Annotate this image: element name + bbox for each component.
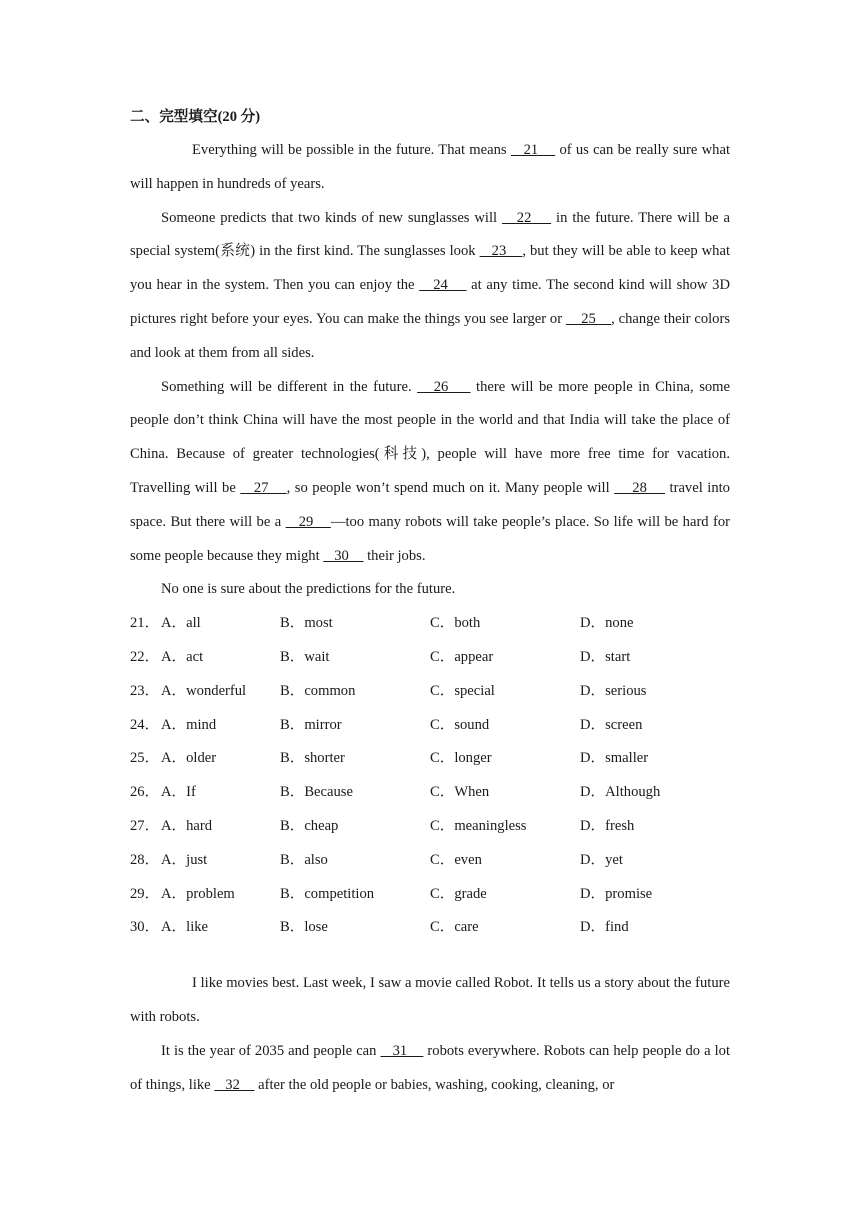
blank-26[interactable]: 26 <box>417 378 471 395</box>
passage2-paragraph-1: I like movies best. Last week, I saw a movie called Robot. It tells us a story about the future with robots. <box>130 975 730 1025</box>
option-c[interactable]: C．grade <box>430 885 487 902</box>
passage1-paragraph-1: Everything will be possible in the future. That means 21 of us can be really sure what will happen in hundreds of years. <box>130 142 730 192</box>
options-list <box>130 607 730 945</box>
section-title: 二、完型填空(20 分) <box>130 109 261 125</box>
question-number: 22． <box>130 648 160 665</box>
question-row-29 <box>130 878 730 912</box>
option-a[interactable]: A．hard <box>161 817 213 834</box>
option-d[interactable]: D．serious <box>580 682 647 699</box>
blank-24[interactable]: 24 <box>419 277 467 294</box>
option-a[interactable]: A．just <box>161 851 208 868</box>
question-row-21 <box>130 607 730 641</box>
option-b[interactable]: B．mirror <box>280 716 342 733</box>
option-c[interactable]: C．longer <box>430 750 492 767</box>
blank-32[interactable]: 32 <box>214 1076 255 1093</box>
blank-28[interactable]: 28 <box>614 479 665 496</box>
question-number: 28． <box>130 851 160 868</box>
question-row-22 <box>130 641 730 675</box>
question-row-26 <box>130 776 730 810</box>
option-b[interactable]: B．shorter <box>280 750 345 767</box>
document-page <box>130 100 730 1102</box>
option-d[interactable]: D．start <box>580 648 631 665</box>
question-number: 27． <box>130 817 160 834</box>
option-d[interactable]: D．promise <box>580 885 653 902</box>
question-row-23 <box>130 675 730 709</box>
option-c[interactable]: C．meaningless <box>430 817 527 834</box>
option-b[interactable]: B．most <box>280 615 333 632</box>
question-row-25 <box>130 742 730 776</box>
option-d[interactable]: D．yet <box>580 851 623 868</box>
question-row-28 <box>130 844 730 878</box>
option-c[interactable]: C．even <box>430 851 482 868</box>
option-d[interactable]: D．screen <box>580 716 643 733</box>
option-a[interactable]: A．If <box>161 784 196 801</box>
question-number: 21． <box>130 615 160 632</box>
option-c[interactable]: C．appear <box>430 648 494 665</box>
blank-30[interactable]: 30 <box>323 547 364 564</box>
option-c[interactable]: C．care <box>430 919 479 936</box>
passage2-paragraph-2: It is the year of 2035 and people can 31 robots everywhere. Robots can help people do a lot of things, like 32 after the old people or babies, washing, cooking, cleaning, or <box>130 1042 731 1093</box>
option-c[interactable]: C．both <box>430 615 481 632</box>
option-a[interactable]: A．older <box>161 750 217 767</box>
section-gap <box>130 945 730 967</box>
question-row-27 <box>130 810 730 844</box>
option-a[interactable]: A．mind <box>161 716 217 733</box>
option-c[interactable]: C．special <box>430 682 495 699</box>
blank-22[interactable]: 22 <box>502 209 552 226</box>
blank-25[interactable]: 25 <box>565 310 612 327</box>
option-a[interactable]: A．act <box>161 648 204 665</box>
option-b[interactable]: B．Because <box>280 784 353 801</box>
question-number: 26． <box>130 784 160 801</box>
blank-31[interactable]: 31 <box>380 1042 424 1059</box>
option-a[interactable]: A．problem <box>161 885 235 902</box>
option-d[interactable]: D．Although <box>580 784 661 801</box>
option-b[interactable]: B．competition <box>280 885 375 902</box>
question-number: 30． <box>130 919 160 936</box>
option-b[interactable]: B．wait <box>280 648 330 665</box>
option-b[interactable]: B．cheap <box>280 817 339 834</box>
option-a[interactable]: A．all <box>161 615 201 632</box>
blank-29[interactable]: 29 <box>285 513 331 530</box>
question-number: 24． <box>130 716 160 733</box>
option-d[interactable]: D．none <box>580 615 634 632</box>
question-row-30 <box>130 911 730 945</box>
option-c[interactable]: C．When <box>430 784 490 801</box>
question-row-24 <box>130 709 730 743</box>
passage1-paragraph-4: No one is sure about the predictions for the future. <box>161 581 456 598</box>
question-number: 29． <box>130 885 160 902</box>
blank-23[interactable]: 23 <box>479 243 523 260</box>
option-d[interactable]: D．smaller <box>580 750 649 767</box>
option-b[interactable]: B．lose <box>280 919 328 936</box>
passage1-paragraph-2: Someone predicts that two kinds of new sunglasses will 22 in the future. There will be a special system(系统) in the first kind. The sunglasses look 23 , but they will be able to keep what you hear in the system. Then you can enjoy the 24 at any time. The second kind will show 3D pictures right before your eyes. You can make the things you see larger or 25 , change their colors and look at them from all sides. <box>130 209 731 361</box>
blank-21[interactable]: 21 <box>510 142 556 158</box>
option-d[interactable]: D．fresh <box>580 817 635 834</box>
question-number: 23． <box>130 682 160 699</box>
option-a[interactable]: A．like <box>161 919 209 936</box>
option-b[interactable]: B．also <box>280 851 328 868</box>
passage1-paragraph-3: Something will be different in the future. 26 there will be more people in China, some people don’t think China will have the most people in the world and that India will take the place of China. Because of greater technologies(科技), people will have more free time for vacation. Travelling will be 27 , so people won’t spend much on it. Many people will 28 travel into space. But there will be a 29 —too many robots will take people’s place. So life will be hard for some people because they might 30 their jobs. <box>130 378 731 564</box>
option-a[interactable]: A．wonderful <box>161 682 247 699</box>
option-c[interactable]: C．sound <box>430 716 490 733</box>
question-number: 25． <box>130 750 160 767</box>
option-b[interactable]: B．common <box>280 682 356 699</box>
blank-27[interactable]: 27 <box>240 479 287 496</box>
option-d[interactable]: D．find <box>580 919 629 936</box>
